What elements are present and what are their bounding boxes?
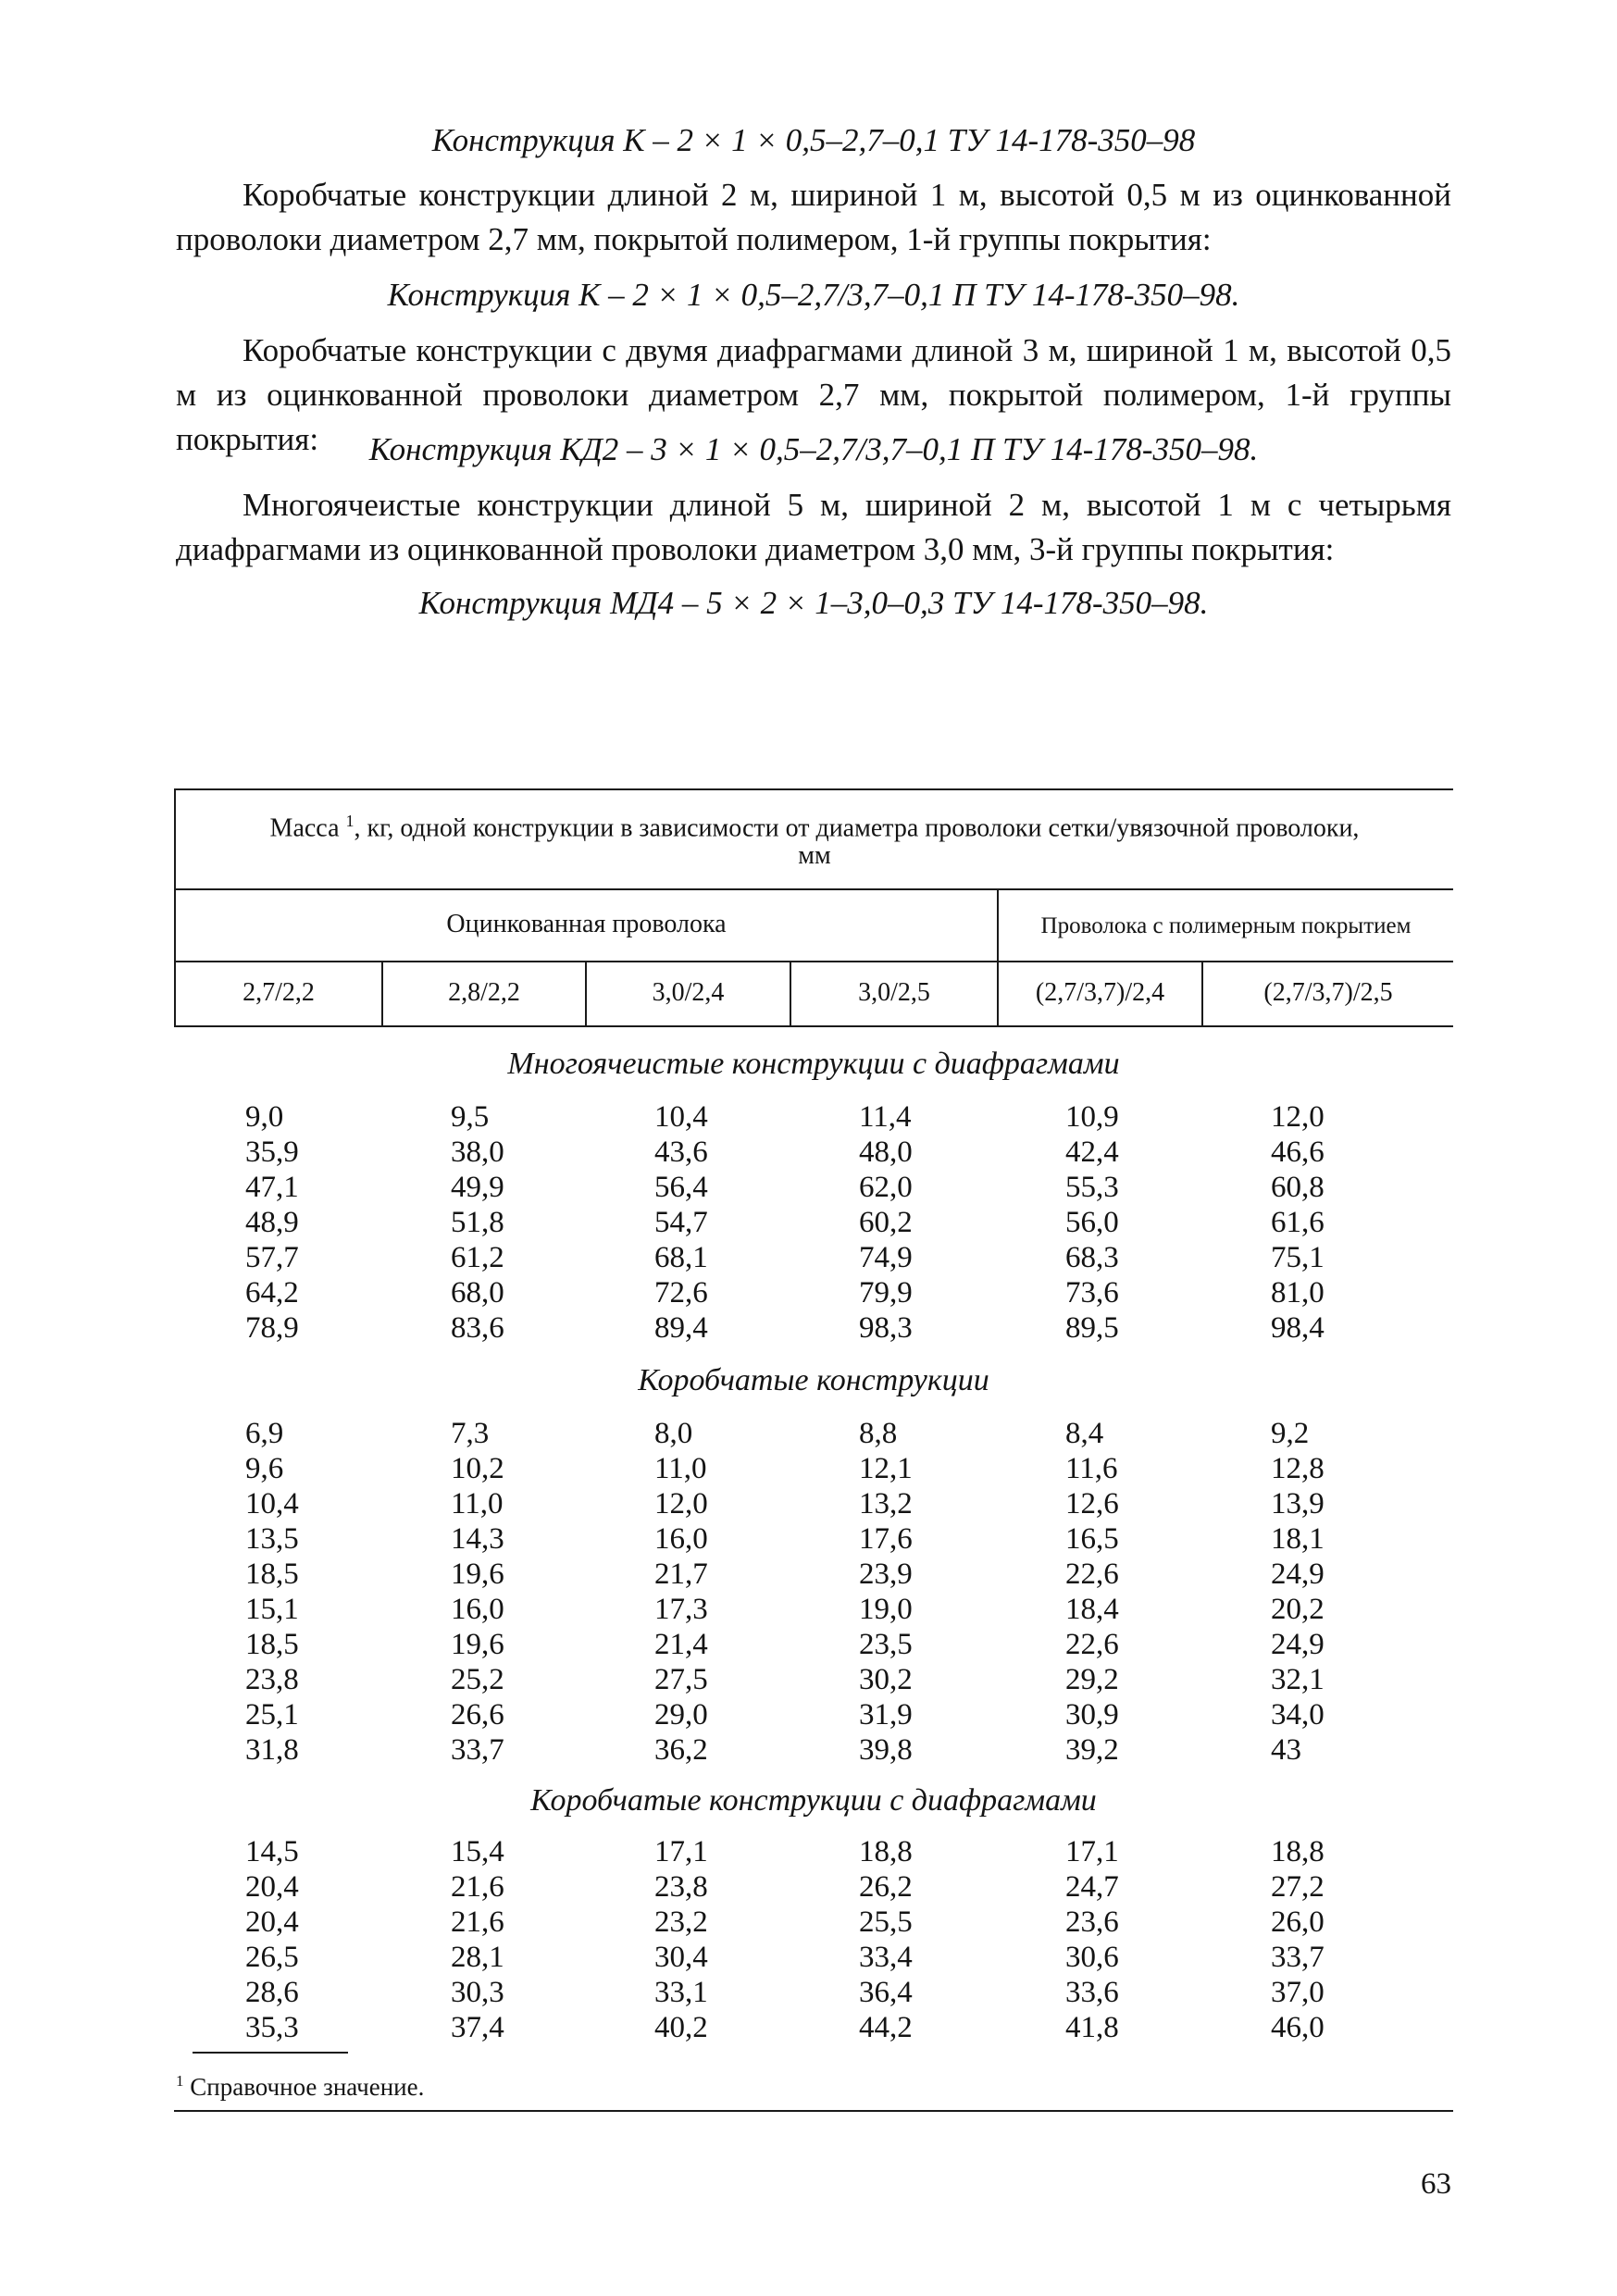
group-header-galvanized: Оцинкованная проволока — [446, 910, 727, 938]
table-cell: 89,5 — [1065, 1311, 1119, 1345]
table-cell: 37,4 — [451, 2011, 504, 2044]
table-cell: 22,6 — [1065, 1628, 1119, 1661]
table-cell: 31,9 — [859, 1698, 913, 1731]
table-cell: 24,9 — [1271, 1558, 1325, 1591]
table-cell: 11,0 — [654, 1452, 707, 1485]
table-row — [176, 1135, 1451, 1170]
table-cell: 25,5 — [859, 1905, 913, 1939]
formula-1: Конструкция К – 2 × 1 × 0,5–2,7–0,1 ТУ 14-178-350–98 — [431, 122, 1196, 158]
table-cell: 7,3 — [451, 1417, 490, 1450]
page-number: 63 — [1421, 2167, 1451, 2201]
table-cell: 8,4 — [1065, 1417, 1104, 1450]
table-cell: 15,4 — [451, 1835, 504, 1868]
table-cell: 16,5 — [1065, 1522, 1119, 1556]
table-row — [176, 1975, 1451, 2010]
column-header: 2,8/2,2 — [448, 978, 520, 1007]
table-cell: 89,4 — [654, 1311, 708, 1345]
table-rule-bottom — [174, 1025, 1453, 1027]
table-cell: 57,7 — [245, 1241, 299, 1274]
table-cell: 10,2 — [451, 1452, 504, 1485]
formula-4: Конструкция МД4 – 5 × 2 × 1–3,0–0,3 ТУ 14-178-350–98. — [418, 585, 1209, 621]
table-row — [176, 1627, 1451, 1662]
table-cell: 62,0 — [859, 1171, 913, 1204]
table-cell: 20,4 — [245, 1905, 299, 1939]
table-cell: 46,6 — [1271, 1136, 1325, 1169]
table-main-header-unit: мм — [798, 841, 831, 870]
table-cell: 13,2 — [859, 1487, 913, 1520]
section-title: Коробчатые конструкции с диафрагмами — [530, 1783, 1097, 1818]
table-cell: 39,2 — [1065, 1733, 1119, 1767]
table-cell: 18,5 — [245, 1558, 299, 1591]
table-row — [176, 1697, 1451, 1732]
table-cell: 18,8 — [1271, 1835, 1325, 1868]
table-cell: 68,0 — [451, 1276, 504, 1309]
table-cell: 34,0 — [1271, 1698, 1325, 1731]
table-cell: 23,5 — [859, 1628, 913, 1661]
table-cell: 39,8 — [859, 1733, 913, 1767]
table-cell: 32,1 — [1271, 1663, 1325, 1696]
table-cell: 17,6 — [859, 1522, 913, 1556]
table-row — [176, 1592, 1451, 1627]
table-cell: 16,0 — [451, 1593, 504, 1626]
table-row — [176, 1170, 1451, 1205]
table-cell: 14,5 — [245, 1835, 299, 1868]
table-cell: 75,1 — [1271, 1241, 1325, 1274]
table-cell: 44,2 — [859, 2011, 913, 2044]
table-cell: 22,6 — [1065, 1558, 1119, 1591]
table-cell: 98,4 — [1271, 1311, 1325, 1345]
table-cell: 40,2 — [654, 2011, 708, 2044]
table-rule-top — [174, 788, 1453, 790]
table-cell: 55,3 — [1065, 1171, 1119, 1204]
table-cell: 18,4 — [1065, 1593, 1119, 1626]
table-row — [176, 1662, 1451, 1697]
table-row — [176, 1869, 1451, 1905]
table-cell: 49,9 — [451, 1171, 504, 1204]
table-cell: 24,7 — [1065, 1870, 1119, 1904]
table-cell: 56,0 — [1065, 1206, 1119, 1239]
table-cell: 23,8 — [245, 1663, 299, 1696]
table-row — [176, 1940, 1451, 1975]
table-cell: 48,9 — [245, 1206, 299, 1239]
table-cell: 30,3 — [451, 1976, 504, 2009]
table-cell: 11,0 — [451, 1487, 504, 1520]
table-cell: 12,1 — [859, 1452, 913, 1485]
table-cell: 60,8 — [1271, 1171, 1325, 1204]
table-cell: 37,0 — [1271, 1976, 1325, 2009]
table-cell: 68,3 — [1065, 1241, 1119, 1274]
table-rule-1 — [174, 888, 1453, 890]
table-cell: 30,2 — [859, 1663, 913, 1696]
table-cell: 24,9 — [1271, 1628, 1325, 1661]
table-cell: 33,7 — [451, 1733, 504, 1767]
table-cell: 36,2 — [654, 1733, 708, 1767]
table-cell: 33,4 — [859, 1941, 913, 1974]
column-header: 2,7/2,2 — [243, 978, 315, 1007]
table-cell: 9,6 — [245, 1452, 284, 1485]
table-cell: 19,6 — [451, 1558, 504, 1591]
table-cell: 14,3 — [451, 1522, 504, 1556]
page-bottom-rule — [174, 2110, 1453, 2112]
table-cell: 21,6 — [451, 1905, 504, 1939]
table-cell: 73,6 — [1065, 1276, 1119, 1309]
table-cell: 64,2 — [245, 1276, 299, 1309]
table-row — [176, 1310, 1451, 1346]
table-cell: 17,1 — [654, 1835, 708, 1868]
table-row — [176, 1240, 1451, 1275]
table-cell: 60,2 — [859, 1206, 913, 1239]
table-cell: 30,6 — [1065, 1941, 1119, 1974]
column-header: (2,7/3,7)/2,5 — [1263, 978, 1393, 1007]
table-cell: 12,0 — [1271, 1100, 1325, 1134]
footnote — [176, 2066, 424, 2103]
paragraph-1: Коробчатые конструкции длиной 2 м, шириной 1 м, высотой 0,5 м из оцинкованной проволоки диаметром 2,7 мм, покрытой полимером, 1-й группы покрытия: — [176, 177, 1451, 257]
table-cell: 21,6 — [451, 1870, 504, 1904]
section-title: Коробчатые конструкции — [638, 1363, 989, 1397]
table-cell: 20,2 — [1271, 1593, 1325, 1626]
table-cell: 28,6 — [245, 1976, 299, 2009]
table-cell: 81,0 — [1271, 1276, 1325, 1309]
table-cell: 23,2 — [654, 1905, 708, 1939]
table-main-header: Масса $^1$, кг, одной конструкции в зависимости от диаметра проволоки сетки/увязочной проволоки, — [269, 812, 1360, 843]
formula-3: Конструкция КД2 – 3 × 1 × 0,5–2,7/3,7–0,1 П ТУ 14-178-350–98. — [368, 431, 1259, 467]
footnote-separator — [193, 2052, 348, 2054]
table-row — [176, 1416, 1451, 1451]
table-cell: 21,4 — [654, 1628, 708, 1661]
table-cell: 35,9 — [245, 1136, 299, 1169]
table-cell: 26,5 — [245, 1941, 299, 1974]
table-cell: 54,7 — [654, 1206, 708, 1239]
table-cell: 29,0 — [654, 1698, 708, 1731]
table-cell: 13,9 — [1271, 1487, 1325, 1520]
table-cell: 9,0 — [245, 1100, 284, 1134]
table-cell: 15,1 — [245, 1593, 299, 1626]
table-cell: 9,5 — [451, 1100, 490, 1134]
table-cell: 31,8 — [245, 1733, 299, 1767]
table-cell: 42,4 — [1065, 1136, 1119, 1169]
formula-2: Конструкция К – 2 × 1 × 0,5–2,7/3,7–0,1 П ТУ 14-178-350–98. — [387, 277, 1240, 313]
table-cell: 12,6 — [1065, 1487, 1119, 1520]
table-row — [176, 1099, 1451, 1135]
table-cell: 46,0 — [1271, 2011, 1325, 2044]
table-cell: 27,5 — [654, 1663, 708, 1696]
column-header: 3,0/2,5 — [858, 978, 930, 1007]
table-cell: 21,7 — [654, 1558, 708, 1591]
table-cell: 56,4 — [654, 1171, 708, 1204]
table-cell: 6,9 — [245, 1417, 284, 1450]
table-row — [176, 1557, 1451, 1592]
table-cell: 20,4 — [245, 1870, 299, 1904]
table-cell: 26,0 — [1271, 1905, 1325, 1939]
table-cell: 29,2 — [1065, 1663, 1119, 1696]
table-cell: 68,1 — [654, 1241, 708, 1274]
table-cell: 33,7 — [1271, 1941, 1325, 1974]
table-cell: 43,6 — [654, 1136, 708, 1169]
table-cell: 47,1 — [245, 1171, 299, 1204]
table-cell: 28,1 — [451, 1941, 504, 1974]
section-title: Многоячеистые конструкции с диафрагмами — [507, 1047, 1120, 1081]
table-cell: 26,2 — [859, 1870, 913, 1904]
table-cell: 79,9 — [859, 1276, 913, 1309]
table-cell: 10,4 — [245, 1487, 299, 1520]
table-cell: 43 — [1271, 1733, 1301, 1767]
table-row — [176, 1486, 1451, 1521]
table-cell: 11,6 — [1065, 1452, 1118, 1485]
table-cell: 61,2 — [451, 1241, 504, 1274]
table-cell: 18,1 — [1271, 1522, 1325, 1556]
table-cell: 12,8 — [1271, 1452, 1325, 1485]
paragraph-3: Многоячеистые конструкции длиной 5 м, шириной 2 м, высотой 1 м с четырьмя диафрагмами из оцинкованной проволоки диаметром 3,0 мм, 3-й группы покрытия: — [176, 487, 1451, 567]
table-cell: 23,6 — [1065, 1905, 1119, 1939]
footnote-text: Справочное значение. — [190, 2073, 425, 2101]
footnote-mark: 1 — [176, 2072, 184, 2090]
group-header-polymer: Проволока с полимерным покрытием — [1040, 913, 1412, 938]
table-cell: 8,8 — [859, 1417, 898, 1450]
table-cell: 11,4 — [859, 1100, 912, 1134]
table-row — [176, 1834, 1451, 1869]
table-cell: 33,1 — [654, 1976, 708, 2009]
table-cell: 27,2 — [1271, 1870, 1325, 1904]
table-row — [176, 1275, 1451, 1310]
table-cell: 48,0 — [859, 1136, 913, 1169]
table-cell: 83,6 — [451, 1311, 504, 1345]
table-cell: 9,2 — [1271, 1417, 1310, 1450]
table-cell: 8,0 — [654, 1417, 693, 1450]
table-cell: 19,6 — [451, 1628, 504, 1661]
table-cell: 35,3 — [245, 2011, 299, 2044]
table-cell: 10,4 — [654, 1100, 708, 1134]
table-row — [176, 2010, 1451, 2045]
table-cell: 23,8 — [654, 1870, 708, 1904]
table-cell: 10,9 — [1065, 1100, 1119, 1134]
column-header: 3,0/2,4 — [652, 978, 725, 1007]
table-cell: 78,9 — [245, 1311, 299, 1345]
table-row — [176, 1521, 1451, 1557]
table-cell: 17,3 — [654, 1593, 708, 1626]
table-cell: 61,6 — [1271, 1206, 1325, 1239]
table-cell: 25,1 — [245, 1698, 299, 1731]
table-cell: 38,0 — [451, 1136, 504, 1169]
table-cell: 30,4 — [654, 1941, 708, 1974]
table-cell: 30,9 — [1065, 1698, 1119, 1731]
table-rule-2 — [174, 961, 1453, 962]
table-cell: 23,9 — [859, 1558, 913, 1591]
table-row — [176, 1451, 1451, 1486]
table-cell: 41,8 — [1065, 2011, 1119, 2044]
table-cell: 74,9 — [859, 1241, 913, 1274]
table-cell: 13,5 — [245, 1522, 299, 1556]
table-cell: 33,6 — [1065, 1976, 1119, 2009]
table-cell: 25,2 — [451, 1663, 504, 1696]
table-cell: 17,1 — [1065, 1835, 1119, 1868]
table-cell: 36,4 — [859, 1976, 913, 2009]
table-cell: 16,0 — [654, 1522, 708, 1556]
paragraph-2: Коробчатые конструкции с двумя диафрагмами длиной 3 м, шириной 1 м, высотой 0,5 м из оцинкованной проволоки диаметром 2,7 мм, покрытой полимером, 1-й группы покрытия: — [176, 332, 1451, 457]
table-cell: 18,8 — [859, 1835, 913, 1868]
table-cell: 18,5 — [245, 1628, 299, 1661]
table-cell: 98,3 — [859, 1311, 913, 1345]
table-row — [176, 1205, 1451, 1240]
column-header: (2,7/3,7)/2,4 — [1035, 978, 1165, 1007]
table-cell: 51,8 — [451, 1206, 504, 1239]
table-cell: 72,6 — [654, 1276, 708, 1309]
table-cell: 26,6 — [451, 1698, 504, 1731]
table-row — [176, 1732, 1451, 1768]
table-cell: 19,0 — [859, 1593, 913, 1626]
table-cell: 12,0 — [654, 1487, 708, 1520]
table-row — [176, 1905, 1451, 1940]
